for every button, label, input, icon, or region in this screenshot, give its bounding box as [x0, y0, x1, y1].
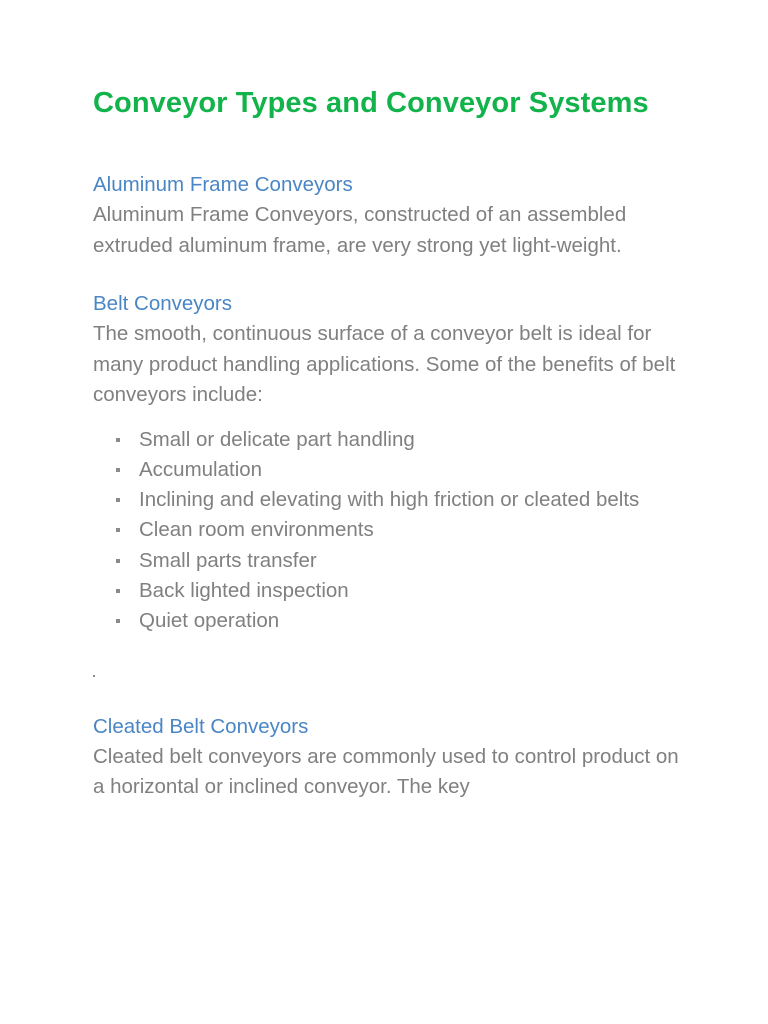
list-item [93, 425, 693, 455]
section-belt-conveyors [93, 289, 693, 637]
list-item-text: Small or delicate part handling [139, 427, 415, 451]
bullet-icon [116, 619, 120, 623]
bullet-icon [116, 498, 120, 502]
section-heading: Belt Conveyors [93, 292, 233, 315]
separator-dot [93, 657, 693, 687]
bullet-icon [116, 559, 120, 563]
section-body: The smooth, continuous surface of a conveyor belt is ideal for many product handling applications. Some of the benefits of belt conveyors include: [93, 322, 676, 406]
separator-dot-mark [93, 675, 95, 677]
list-item-text: Back lighted inspection [139, 578, 349, 602]
document-page [93, 86, 693, 803]
section-heading: Cleated Belt Conveyors [93, 714, 309, 738]
section-heading: Aluminum Frame Conveyors [93, 173, 353, 196]
page-title: Conveyor Types and Conveyor Systems [93, 87, 649, 119]
bullet-icon [116, 589, 120, 593]
bullet-icon [116, 468, 120, 472]
bullet-icon [116, 528, 120, 532]
list-item [93, 515, 693, 545]
list-item-text: Accumulation [139, 457, 263, 481]
list-item [93, 455, 693, 485]
list-item-text: Clean room environments [139, 518, 374, 542]
section-body: Aluminum Frame Conveyors, constructed of an assembled extruded aluminum frame, are very strong yet light-weight. [93, 203, 627, 257]
list-item-text: Small parts transfer [139, 548, 317, 572]
bullet-icon [116, 438, 120, 442]
list-item-text: Quiet operation [139, 609, 280, 633]
list-item [93, 546, 693, 576]
list-item [93, 576, 693, 606]
list-item [93, 485, 693, 515]
section-cleated-belt-conveyors [93, 712, 693, 803]
list-item-text: Inclining and elevating with high friction or cleated belts [139, 488, 640, 512]
section-body: Cleated belt conveyors are commonly used to control product on a horizontal or inclined conveyor. The key [93, 744, 679, 799]
list-item [93, 606, 693, 636]
benefits-list [93, 425, 693, 637]
section-aluminum-frame-conveyors [93, 170, 693, 261]
